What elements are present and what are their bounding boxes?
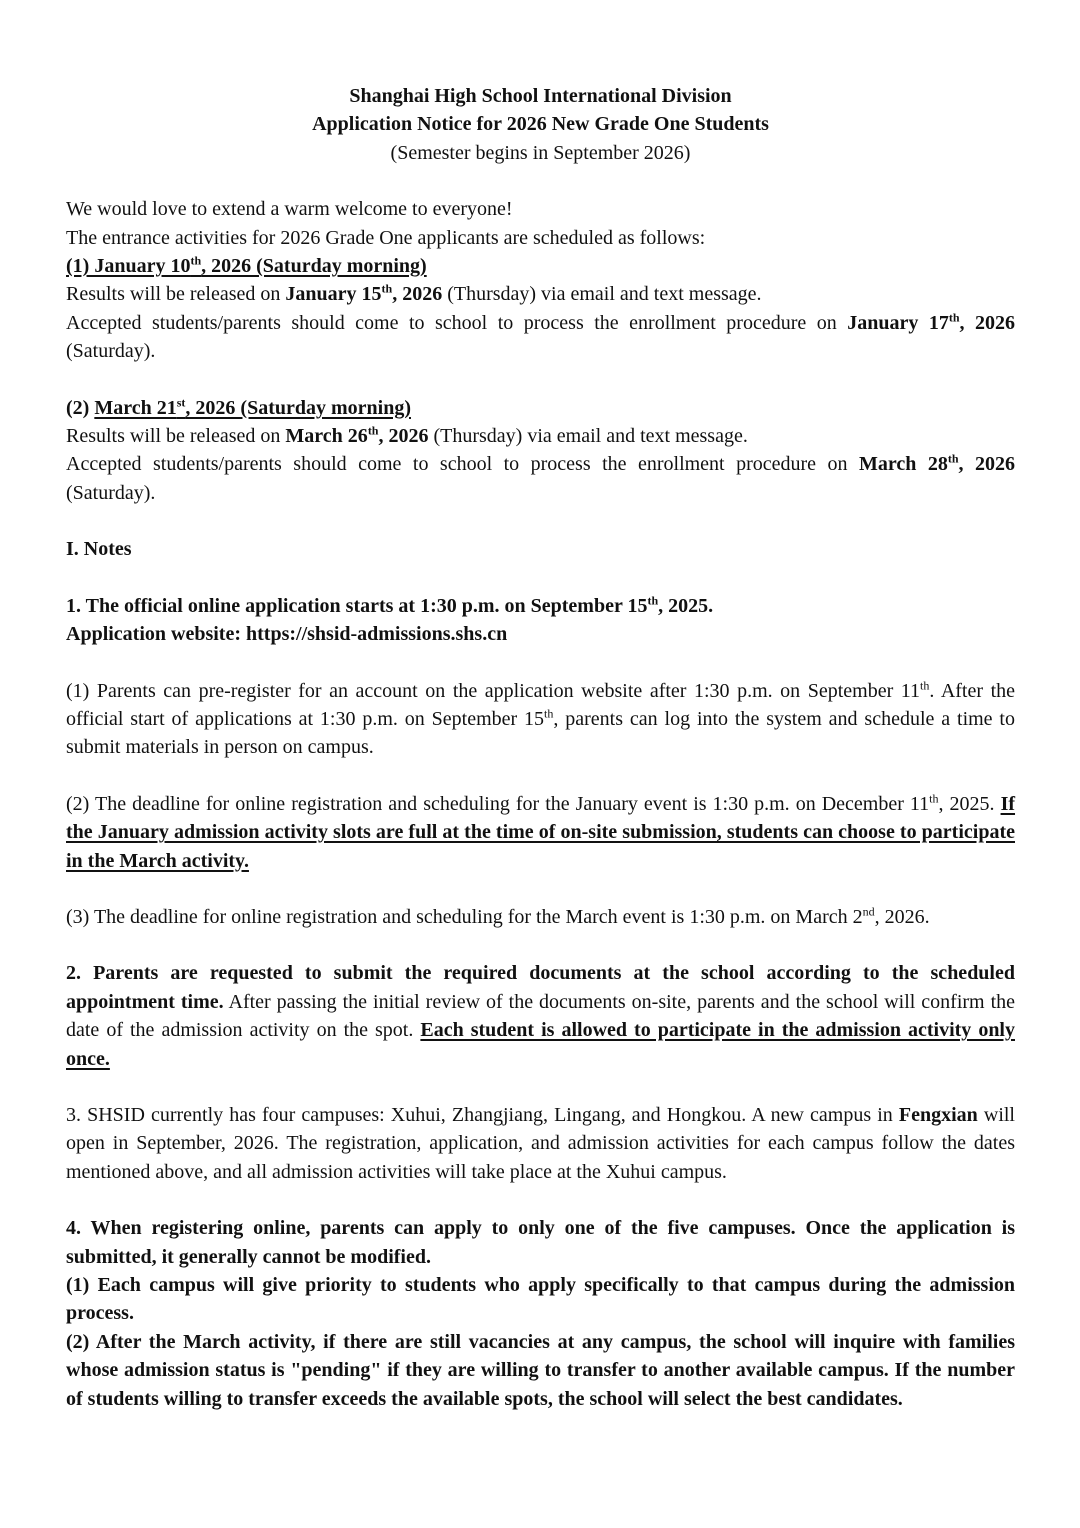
event2-results: Results will be released on March 26th, 2026 (Thursday) via email and text message. bbox=[66, 423, 748, 448]
event1-results: Results will be released on January 15th, 2026 (Thursday) via email and text message. bbox=[66, 281, 762, 306]
note3: 3. SHSID currently has four campuses: Xuhui, Zhangjiang, Lingang, and Hongkou. A new campus in Fengxian will open in September, 2026. The registration, application, and admission activities for each campus follow the dates mentioned above, and all admission activities will take place at the Xuhui campus. bbox=[66, 1103, 1015, 1183]
application-website: Application website: https://shsid-admissions.shs.cn bbox=[66, 623, 508, 646]
note1-sub1: (1) Parents can pre-register for an account on the application website after 1:30 p.m. on September 11th. After the official start of applications at 1:30 p.m. on September 15th, parents can log into the system and schedule a time to submit materials in person on campus. bbox=[66, 677, 1015, 759]
note4-sub2: (2) After the March activity, if there are still vacancies at any campus, the school will inquire with families whose admission status is "pending" if they are willing to transfer to another available campus. If the number of students willing to transfer exceeds the available spots, the school will select the best candidates. bbox=[66, 1330, 1015, 1410]
schedule-intro: The entrance activities for 2026 Grade One applicants are scheduled as follows: bbox=[66, 226, 706, 249]
notes-heading: I. Notes bbox=[66, 538, 132, 561]
semester-note: (Semester begins in September 2026) bbox=[390, 141, 691, 164]
note1-start: 1. The official online application starts at 1:30 p.m. on September 15th, 2025. bbox=[66, 593, 714, 617]
school-name: Shanghai High School International Division bbox=[349, 85, 732, 107]
note1-sub3: (3) The deadline for online registration and scheduling for the March event is 1:30 p.m. on March 2nd, 2026. bbox=[66, 904, 930, 928]
note1-sub2: (2) The deadline for online registration and scheduling for the January event is 1:30 p.m. on December 11th, 2025. If the January admission activity slots are full at the time of on-site submission, students can choose to participate in the March activity. bbox=[66, 791, 1016, 872]
event1-heading: (1) January 10th, 2026 (Saturday morning) bbox=[66, 253, 427, 278]
document-header bbox=[66, 82, 1015, 167]
event2-enroll: Accepted students/parents should come to school to process the enrollment procedure on March 28th, 2026 (Saturday). bbox=[66, 451, 1015, 504]
notice-title: Application Notice for 2026 New Grade One Students bbox=[312, 113, 769, 136]
note4-sub1: (1) Each campus will give priority to students who apply specifically to that campus during the admission process. bbox=[66, 1274, 1015, 1325]
note4-main: 4. When registering online, parents can apply to only one of the five campuses. Once the application is submitted, it generally cannot be modified. bbox=[66, 1217, 1015, 1268]
note2: 2. Parents are requested to submit the required documents at the school according to the scheduled appointment time. After passing the initial review of the documents on-site, parents and the school will confirm the date of the admission activity on the spot. Each student is allowed to participate in the admission activity only once. bbox=[66, 962, 1015, 1070]
event1-enroll: Accepted students/parents should come to school to process the enrollment procedure on January 17th, 2026 (Saturday). bbox=[66, 310, 1016, 363]
event2-heading: (2) March 21st, 2026 (Saturday morning) bbox=[66, 395, 411, 419]
welcome-line: We would love to extend a warm welcome to everyone! bbox=[66, 198, 513, 221]
